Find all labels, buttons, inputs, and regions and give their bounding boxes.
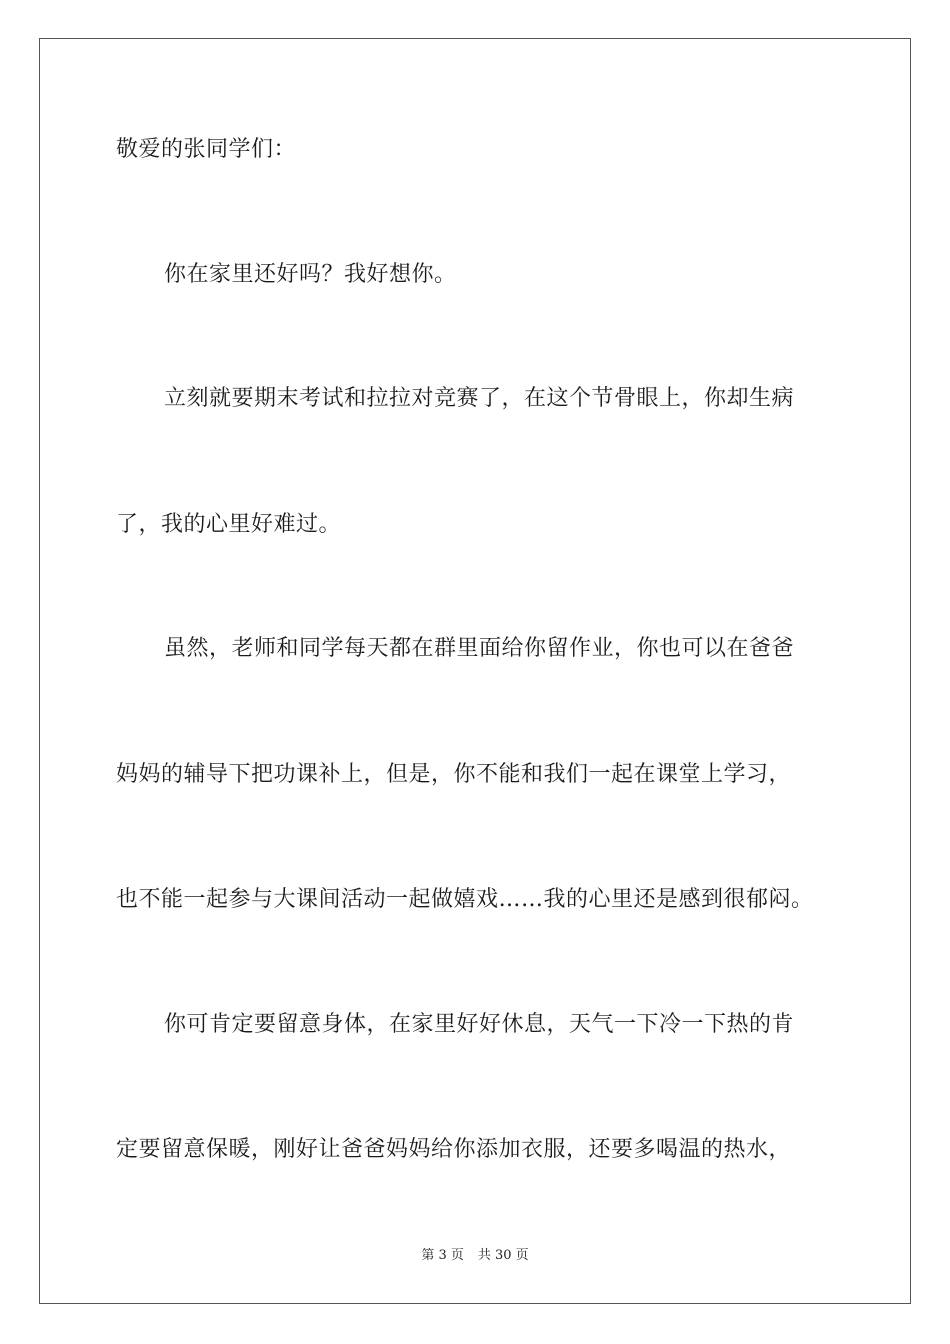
- paragraph-line: 了，我的心里好难过。: [116, 512, 342, 537]
- paragraph-line: 定要留意保暖，刚好让爸爸妈妈给你添加衣服，还要多喝温的热水，: [116, 1137, 792, 1162]
- paragraph-line: 也不能一起参与大课间活动一起做嬉戏……我的心里还是感到很郁闷。: [116, 887, 814, 912]
- page-number: 第 3 页: [421, 1248, 464, 1263]
- paragraph-line: 立刻就要期末考试和拉拉对竞赛了，在这个节骨眼上，你却生病: [164, 386, 795, 411]
- page-border: [39, 38, 911, 1304]
- page-footer: [0, 1247, 950, 1265]
- page-total: 共 30 页: [477, 1248, 529, 1263]
- paragraph-line: 你在家里还好吗？我好想你。: [164, 262, 457, 287]
- salutation: 敬爱的张同学们：: [116, 137, 297, 162]
- paragraph-line: 妈妈的辅导下把功课补上，但是，你不能和我们一起在课堂上学习，: [116, 762, 792, 787]
- paragraph-line: 虽然，老师和同学每天都在群里面给你留作业，你也可以在爸爸: [164, 636, 795, 661]
- paragraph-line: 你可肯定要留意身体，在家里好好休息，天气一下冷一下热的肯: [164, 1012, 795, 1037]
